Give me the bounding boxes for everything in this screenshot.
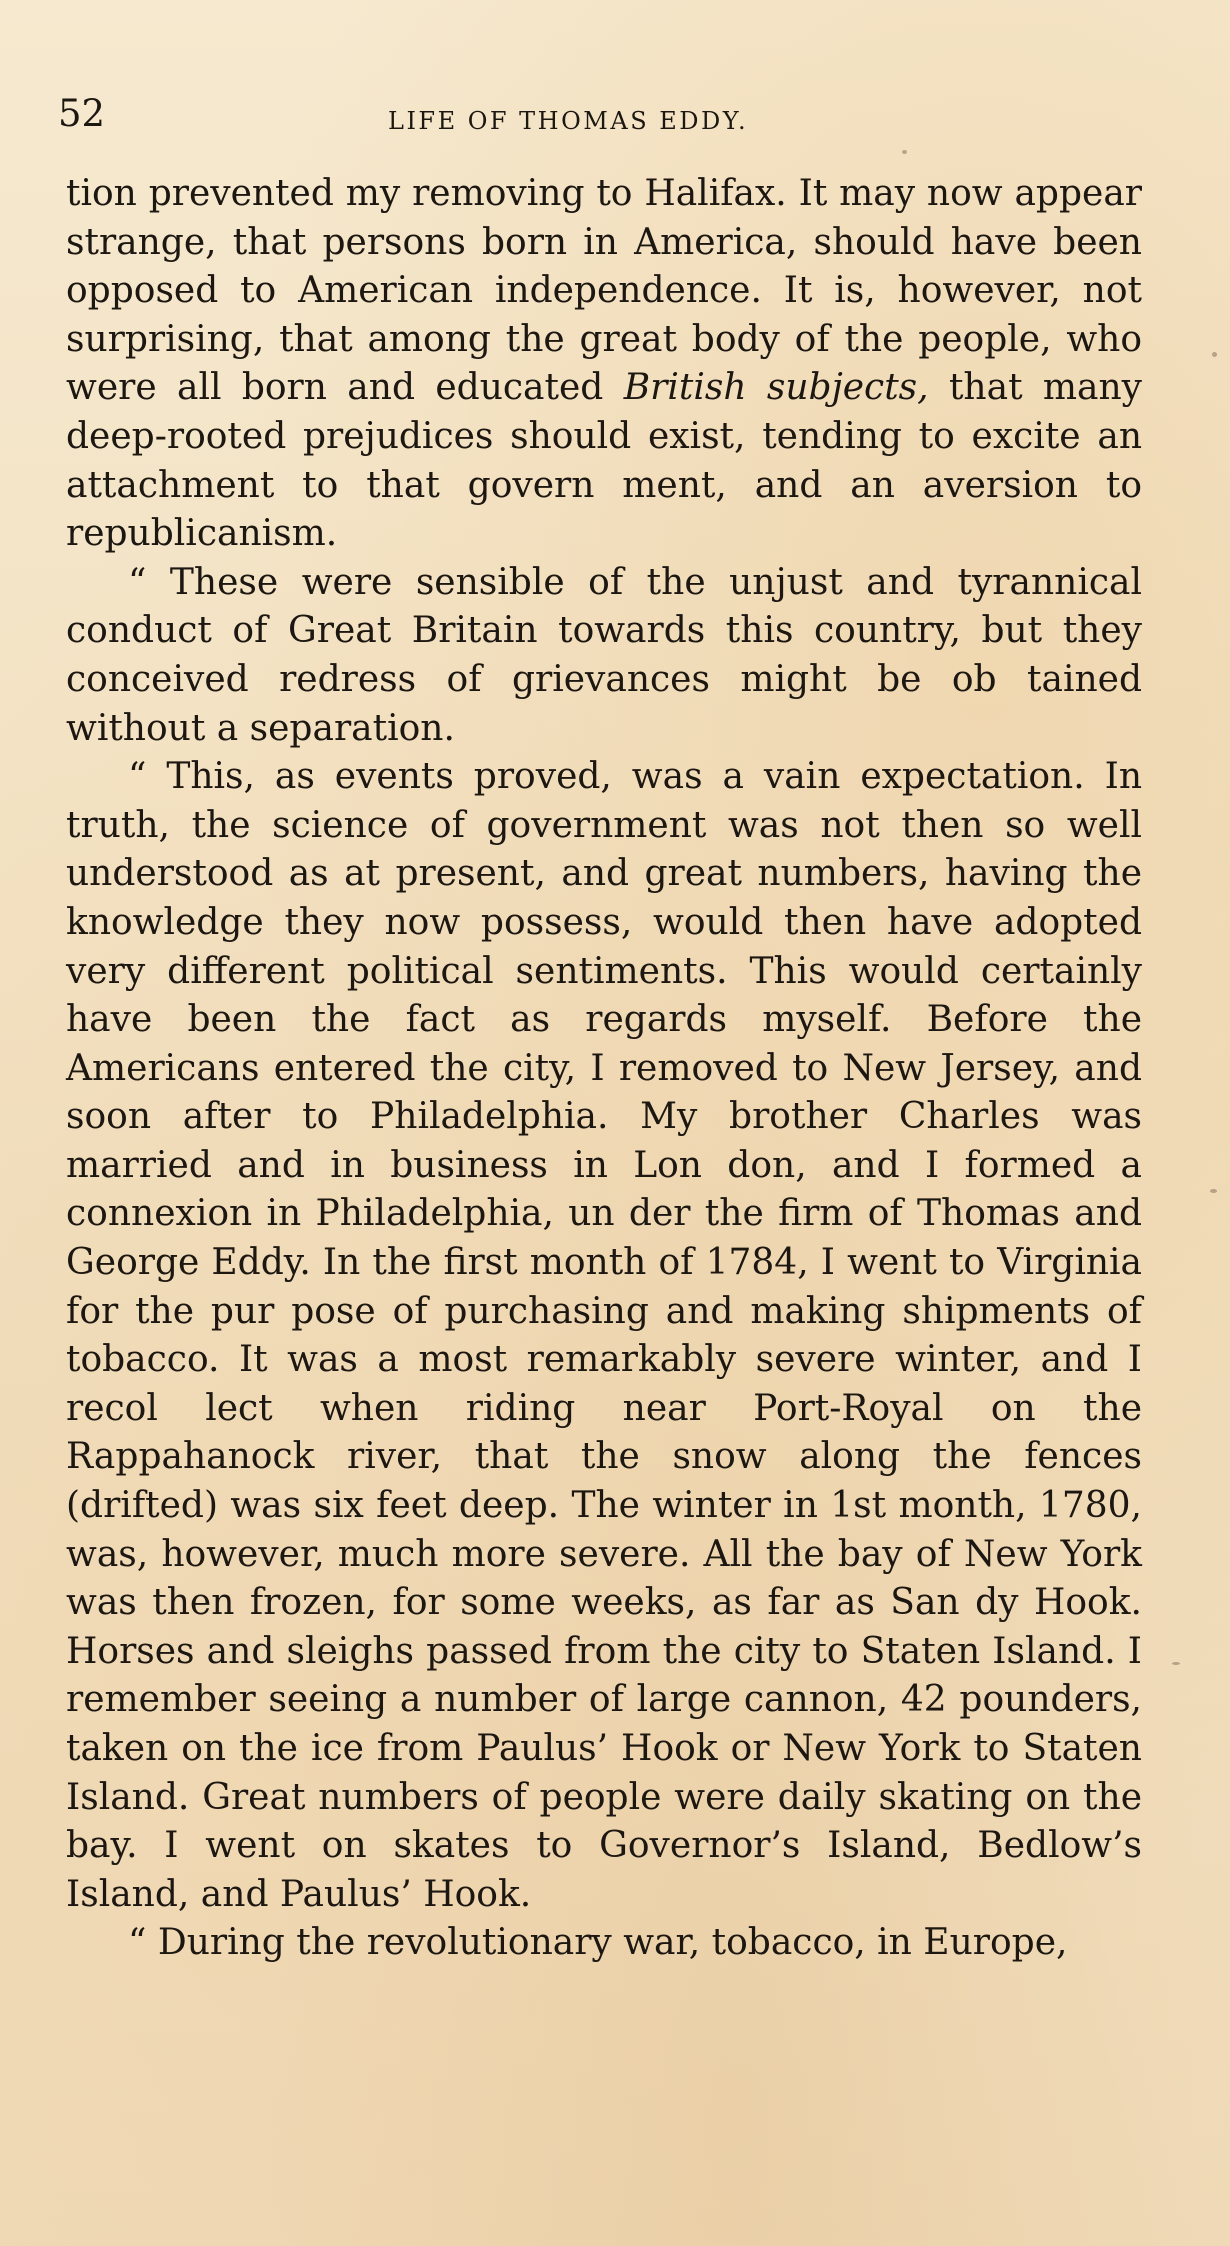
body-text xyxy=(66,170,1142,1968)
page-number: 52 xyxy=(58,92,106,135)
paper-fleck xyxy=(1210,1189,1217,1193)
paper-fleck xyxy=(1212,352,1217,357)
paper-fleck xyxy=(1172,1662,1180,1665)
running-title: LIFE OF THOMAS EDDY. xyxy=(388,107,749,135)
paragraph-1-text-start: tion prevented my removing to Halifax. It may now appear strange, that persons born in America, should have been opposed to American independence. It is, however, not surprising, that among the great body of the people, who were all born and educated xyxy=(66,173,1142,409)
paragraph-3: “ This, as events proved, was a vain expectation. In truth, the science of government was not then so well understood as at present, and great numbers, having the knowledge they now possess, would then have adopted very different political sentiments. This would certainly have been the fact as regards myself. Before the Americans entered the city, I removed to New Jersey, and soon after to Philadelphia. My brother Charles was married and in business in Lon don, and I formed a connexion in Philadelphia, un der the firm of Thomas and George Eddy. In the first month of 1784, I went to Virginia for the pur pose of purchasing and making shipments of tobacco. It was a most remarkably severe winter, and I recol lect when riding near Port-Royal on the Rappahanock river, that the snow along the fences (drifted) was six feet deep. The winter in 1st month, 1780, was, however, much more severe. All the bay of New York was then frozen, for some weeks, as far as San dy Hook. Horses and sleighs passed from the city to Staten Island. I remember seeing a number of large cannon, 42 pounders, taken on the ice from Paulus’ Hook or New York to Staten Island. Great numbers of people were daily skating on the bay. I went on skates to Governor’s Island, Bedlow’s Island, and Paulus’ Hook. xyxy=(66,756,1142,1915)
paper-fleck xyxy=(902,150,907,154)
paragraph-1-text-end: that many deep-rooted prejudices should exist, tending to excite an attachment to that govern ment, and an aversion to republicanism. xyxy=(66,367,1143,555)
page-header xyxy=(58,92,1168,142)
italic-phrase: British subjects, xyxy=(623,367,929,409)
paragraph-continuation xyxy=(66,170,1142,559)
paragraph-4: “ During the revolutionary war, tobacco, in Europe, xyxy=(128,1922,1068,1964)
paragraph-2: “ These were sensible of the unjust and tyrannical conduct of Great Britain towards this country, but they conceived redress of grievances might be ob tained without a separation. xyxy=(66,561,1142,749)
